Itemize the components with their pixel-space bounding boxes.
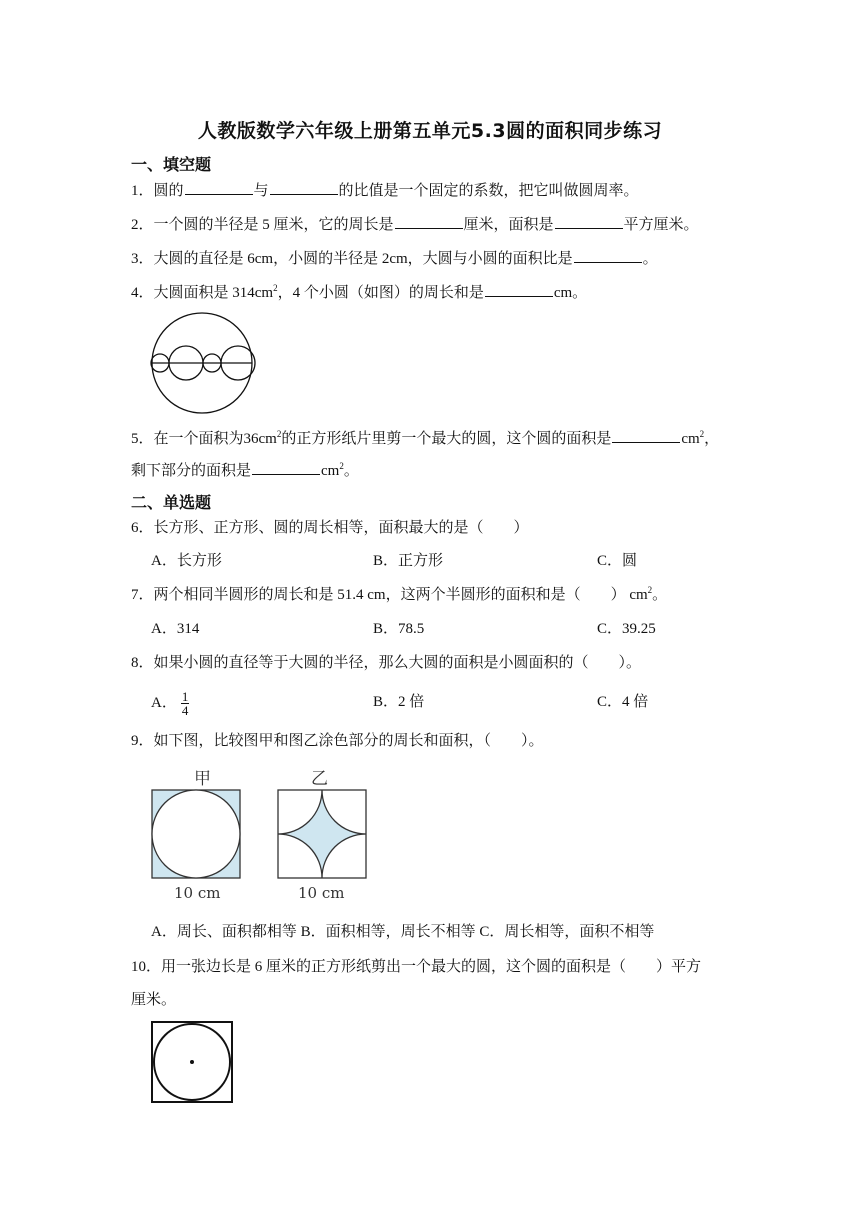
answer-blank[interactable] <box>555 214 623 229</box>
superscript: 2 <box>276 429 282 439</box>
q2-text-a: 2．一个圆的半径是 5 厘米，它的周长是 <box>131 217 394 233</box>
q1-text-a: 1．圆的 <box>131 183 184 199</box>
question-4 <box>131 282 587 303</box>
center-dot <box>190 1060 194 1064</box>
q5-text-b: 的正方形纸片里剪一个最大的圆，这个圆的面积是 <box>281 431 612 447</box>
answer-blank[interactable] <box>252 460 320 475</box>
q6-option-a[interactable]: A．长方形 <box>151 553 222 569</box>
q7-option-b[interactable]: B．78.5 <box>373 621 425 637</box>
question-3 <box>131 248 658 269</box>
question-2 <box>131 214 699 235</box>
q8-option-a-label: A． <box>151 694 177 711</box>
answer-blank[interactable] <box>395 214 463 229</box>
q8-option-c[interactable]: C．4 倍 <box>597 694 649 710</box>
q4-text-c: cm。 <box>553 285 588 301</box>
q1-text-c: 的比值是一个固定的系数，把它叫做圆周率。 <box>338 183 639 199</box>
fig-label-jia: 甲 <box>194 769 211 789</box>
q5-text-c: cm <box>681 431 700 447</box>
q8-option-b[interactable]: B．2 倍 <box>373 694 425 710</box>
section-single-choice: 二、单选题 <box>131 493 212 512</box>
q5-text-f: cm <box>321 463 340 479</box>
q3-text-a: 3．大圆的直径是 6cm，小圆的半径是 2cm，大圆与小圆的面积比是 <box>131 251 573 267</box>
question-6: 6．长方形、正方形、圆的周长相等，面积最大的是（ ） <box>131 520 529 536</box>
page-title: 人教版数学六年级上册第五单元5.3圆的面积同步练习 <box>197 120 663 142</box>
q5-text-g: 。 <box>343 463 359 479</box>
q5-text-a: 5．在一个面积为36cm <box>131 431 277 447</box>
q1-text-b: 与 <box>253 183 269 199</box>
question-1 <box>131 180 639 201</box>
answer-blank[interactable] <box>485 282 553 297</box>
q9-comparison-figure <box>148 762 380 904</box>
q2-text-b: 厘米，面积是 <box>463 217 554 233</box>
q7-text-b: 。 <box>652 587 668 603</box>
fraction-numerator: 1 <box>181 689 189 704</box>
question-10-line-1: 10．用一张边长是 6 厘米的正方形纸剪出一个最大的圆，这个圆的面积是（ ）平方 <box>131 959 702 975</box>
q7-text-a: 7．两个相同半圆形的周长和是 51.4 cm，这两个半圆形的面积和是（ ） cm <box>131 587 648 603</box>
question-5-line-2 <box>131 460 359 481</box>
superscript: 2 <box>339 461 344 471</box>
superscript: 2 <box>273 283 278 293</box>
q8-option-a[interactable] <box>151 690 189 717</box>
q5-text-d: ， <box>704 431 720 447</box>
q6-option-c[interactable]: C．圆 <box>597 553 638 569</box>
fraction-denominator: 4 <box>181 703 189 718</box>
fig-label-yi: 乙 <box>311 769 328 789</box>
jia-circle <box>152 790 240 878</box>
superscript: 2 <box>699 429 705 439</box>
q2-text-c: 平方厘米。 <box>623 217 699 233</box>
q4-circles-figure <box>145 312 265 416</box>
answer-blank[interactable] <box>574 248 642 263</box>
q6-option-b[interactable]: B．正方形 <box>373 553 444 569</box>
q5-text-e: 剩下部分的面积是 <box>131 463 252 479</box>
q9-options[interactable]: A．周长、面积都相等 B．面积相等，周长不相等 C．周长相等，面积不相等 <box>151 924 655 940</box>
fig-length-yi: 10 cm <box>298 884 345 902</box>
question-7 <box>131 585 667 605</box>
question-5-line-1 <box>131 428 719 449</box>
fraction <box>181 690 190 717</box>
q4-text-a: 4．大圆面积是 314cm <box>131 285 274 301</box>
superscript: 2 <box>647 585 653 595</box>
q7-option-a[interactable]: A．314 <box>151 621 200 637</box>
q7-option-c[interactable]: C．39.25 <box>597 621 656 637</box>
answer-blank[interactable] <box>185 180 253 195</box>
q3-text-b: 。 <box>642 251 658 267</box>
question-10-line-2: 厘米。 <box>131 992 177 1008</box>
answer-blank[interactable] <box>270 180 338 195</box>
section-fill-in: 一、填空题 <box>131 155 212 174</box>
fig-length-jia: 10 cm <box>174 884 221 902</box>
question-8: 8．如果小圆的直径等于大圆的半径，那么大圆的面积是小圆面积的（ ）。 <box>131 655 642 671</box>
q10-square-circle-figure <box>150 1020 234 1104</box>
answer-blank[interactable] <box>612 428 680 443</box>
q4-text-b: ，4 个小圆（如图）的周长和是 <box>277 285 484 301</box>
question-9: 9．如下图，比较图甲和图乙涂色部分的周长和面积，（ ）。 <box>131 733 544 749</box>
